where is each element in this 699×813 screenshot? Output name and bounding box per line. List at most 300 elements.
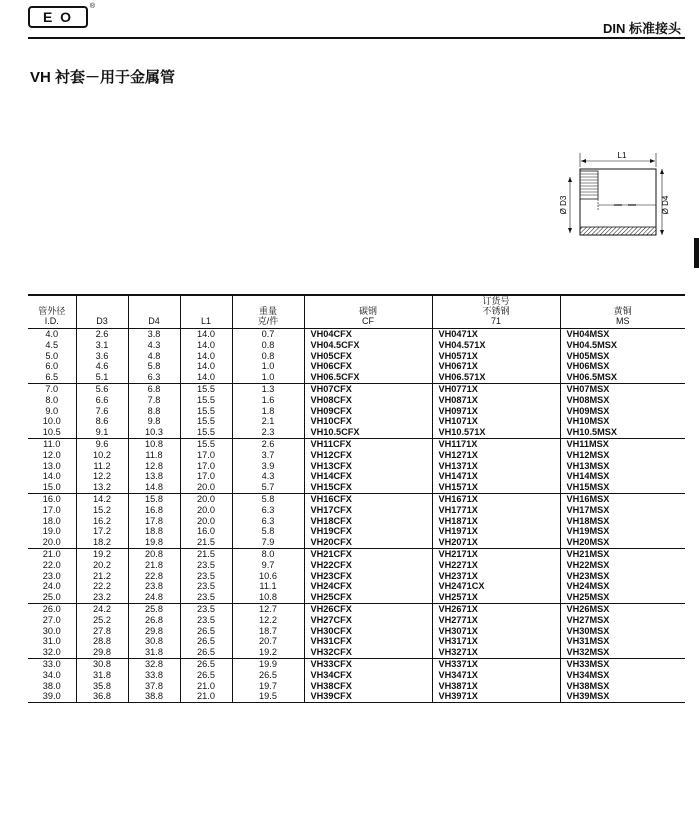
cell-od: 5.0 (45, 350, 59, 361)
cell-ms-code: VH07MSX (560, 383, 685, 394)
cell-weight: 4.3 (232, 471, 304, 482)
table-row (28, 592, 685, 603)
table-row (28, 658, 685, 669)
col-ms-line2: MS (616, 316, 630, 326)
table-row (28, 482, 685, 493)
cell-ms-code: VH17MSX (560, 505, 685, 516)
cell-ss-code: VH3171X (432, 636, 560, 647)
cell-cf-code: VH24CFX (304, 581, 432, 592)
table-row (28, 340, 685, 351)
cell-d3: 24.2 (76, 603, 128, 614)
cell-ms-code: VH08MSX (560, 395, 685, 406)
cell-ss-code: VH2671X (432, 603, 560, 614)
cell-ss-code: VH1071X (432, 416, 560, 427)
cell-od: 33.0 (28, 658, 76, 669)
cell-od: 34.0 (42, 669, 61, 680)
cell-ss-code: VH3471X (432, 670, 560, 681)
cell-ss-code: VH3371X (432, 658, 560, 669)
cell-ms-code: VH31MSX (560, 636, 685, 647)
cell-weight: 1.6 (232, 395, 304, 406)
cell-ms-code: VH04.5MSX (560, 340, 685, 351)
cell-ms-code: VH09MSX (560, 406, 685, 417)
cell-ms-code: VH06.5MSX (560, 372, 685, 383)
cell-l1: 26.5 (180, 670, 232, 681)
table-row (28, 361, 685, 372)
cell-d4: 10.8 (128, 438, 180, 449)
cell-l1: 20.0 (180, 482, 232, 493)
cell-od: 8.0 (45, 394, 59, 405)
table-row (28, 471, 685, 482)
cell-l1: 20.0 (180, 516, 232, 527)
table-body (28, 329, 685, 703)
cell-od: 38.0 (42, 680, 61, 691)
cell-ss-code: VH2771X (432, 615, 560, 626)
cell-ms-code: VH10.5MSX (560, 427, 685, 438)
cell-weight: 10.8 (232, 592, 304, 603)
cell-od: 15.0 (42, 482, 61, 493)
cell-weight: 2.1 (232, 416, 304, 427)
cell-cf-code: VH04.5CFX (304, 340, 432, 351)
cell-d3: 17.2 (76, 526, 128, 537)
cell-od: 9.0 (45, 405, 59, 416)
cell-od: 39.0 (28, 691, 76, 702)
cell-weight: 0.8 (232, 340, 304, 351)
cell-ss-code: VH0871X (432, 395, 560, 406)
cell-l1: 20.0 (180, 505, 232, 516)
cell-cf-code: VH10.5CFX (304, 427, 432, 438)
cell-l1: 17.0 (180, 471, 232, 482)
cell-ms-code: VH12MSX (560, 450, 685, 461)
col-weight (232, 296, 304, 329)
cell-cf-code: VH14CFX (304, 471, 432, 482)
cell-d3: 29.8 (76, 647, 128, 658)
cell-od: 21.0 (28, 548, 76, 559)
cell-od: 30.0 (42, 625, 61, 636)
cell-d3: 5.6 (76, 383, 128, 394)
table-row (28, 560, 685, 571)
table-row (28, 526, 685, 537)
page-title: VH 衬套－用于金属管 (30, 69, 176, 86)
cell-ms-code: VH15MSX (560, 482, 685, 493)
cell-ss-code: VH1371X (432, 461, 560, 472)
cell-l1: 17.0 (180, 450, 232, 461)
cell-od: 14.0 (42, 471, 61, 482)
cell-d4: 4.8 (128, 351, 180, 362)
table-row (28, 450, 685, 461)
cell-d3: 2.6 (76, 329, 128, 340)
cell-l1: 14.0 (180, 340, 232, 351)
cell-cf-code: VH25CFX (304, 592, 432, 603)
dim-d4-label: Ø D4 (661, 195, 670, 215)
cell-d4: 10.3 (128, 427, 180, 438)
cell-weight: 1.0 (232, 361, 304, 372)
cell-ss-code: VH1771X (432, 505, 560, 516)
cell-l1: 26.5 (180, 647, 232, 658)
cell-cf-code: VH33CFX (304, 658, 432, 669)
cell-d3: 14.2 (76, 493, 128, 504)
cell-weight: 2.6 (232, 438, 304, 449)
cell-d4: 5.8 (128, 361, 180, 372)
cell-cf-code: VH07CFX (304, 383, 432, 394)
cell-od: 12.0 (42, 449, 61, 460)
cell-d4: 23.8 (128, 581, 180, 592)
cell-d4: 37.8 (128, 681, 180, 692)
cell-d4: 19.8 (128, 537, 180, 548)
bushing-spec-table (28, 296, 685, 703)
col-cf (304, 296, 432, 329)
cell-cf-code: VH15CFX (304, 482, 432, 493)
cell-d4: 16.8 (128, 505, 180, 516)
cell-od: 19.0 (42, 526, 61, 537)
cell-cf-code: VH08CFX (304, 395, 432, 406)
cell-weight: 0.8 (232, 351, 304, 362)
cell-weight: 0.7 (232, 329, 304, 340)
cell-cf-code: VH19CFX (304, 526, 432, 537)
cell-weight: 8.0 (232, 548, 304, 559)
cell-d3: 18.2 (76, 537, 128, 548)
cell-l1: 14.0 (180, 361, 232, 372)
cell-d3: 27.8 (76, 626, 128, 637)
cell-ms-code: VH30MSX (560, 626, 685, 637)
cell-cf-code: VH26CFX (304, 603, 432, 614)
cell-d4: 24.8 (128, 592, 180, 603)
col-weight-line2: 克/件 (257, 316, 279, 326)
dim-d3-label: Ø D3 (559, 195, 568, 215)
cell-ms-code: VH39MSX (560, 691, 685, 702)
cell-ms-code: VH23MSX (560, 571, 685, 582)
table-row (28, 571, 685, 582)
table-row (28, 395, 685, 406)
cell-d3: 7.6 (76, 406, 128, 417)
cell-ms-code: VH05MSX (560, 351, 685, 362)
table-row (28, 647, 685, 658)
table-row (28, 372, 685, 383)
cell-d3: 4.6 (76, 361, 128, 372)
cell-d4: 17.8 (128, 516, 180, 527)
cell-ms-code: VH21MSX (560, 548, 685, 559)
cell-ms-code: VH34MSX (560, 670, 685, 681)
cell-d3: 10.2 (76, 450, 128, 461)
table-row (28, 603, 685, 614)
cell-d3: 20.2 (76, 560, 128, 571)
cell-l1: 23.5 (180, 592, 232, 603)
cell-ss-code: VH3071X (432, 626, 560, 637)
cell-l1: 21.0 (180, 681, 232, 692)
cell-d4: 3.8 (128, 329, 180, 340)
cell-l1: 23.5 (180, 581, 232, 592)
cell-weight: 12.2 (232, 615, 304, 626)
cell-weight: 26.5 (232, 670, 304, 681)
cell-d3: 12.2 (76, 471, 128, 482)
cell-d4: 6.8 (128, 383, 180, 394)
cell-l1: 14.0 (180, 351, 232, 362)
cell-d3: 9.1 (76, 427, 128, 438)
col-l1: L1 (180, 296, 232, 329)
cell-cf-code: VH05CFX (304, 351, 432, 362)
cell-d4: 12.8 (128, 461, 180, 472)
cell-l1: 23.5 (180, 560, 232, 571)
cell-weight: 5.8 (232, 526, 304, 537)
cell-weight: 18.7 (232, 626, 304, 637)
dim-l1-label: L1 (617, 151, 627, 160)
cell-d3: 30.8 (76, 658, 128, 669)
cell-d4: 32.8 (128, 658, 180, 669)
table-row (28, 461, 685, 472)
cell-d4: 14.8 (128, 482, 180, 493)
cell-ss-code: VH1171X (432, 438, 560, 449)
cell-weight: 12.7 (232, 603, 304, 614)
cell-d3: 28.8 (76, 636, 128, 647)
cell-d4: 11.8 (128, 450, 180, 461)
side-tab-marker (694, 238, 699, 268)
cell-weight: 6.3 (232, 516, 304, 527)
col-ms (560, 296, 685, 329)
cell-d4: 38.8 (128, 691, 180, 702)
cell-d3: 35.8 (76, 681, 128, 692)
cell-ms-code: VH32MSX (560, 647, 685, 658)
cell-weight: 5.7 (232, 482, 304, 493)
cell-ms-code: VH33MSX (560, 658, 685, 669)
header-rule (28, 37, 685, 39)
cell-cf-code: VH22CFX (304, 560, 432, 571)
cell-l1: 15.5 (180, 383, 232, 394)
cell-weight: 3.7 (232, 450, 304, 461)
cell-d4: 22.8 (128, 571, 180, 582)
cell-d3: 31.8 (76, 670, 128, 681)
cell-od: 4.5 (45, 339, 59, 350)
table-row (28, 626, 685, 637)
cell-d4: 20.8 (128, 548, 180, 559)
cell-weight: 5.8 (232, 493, 304, 504)
cell-l1: 15.5 (180, 427, 232, 438)
cell-d4: 6.3 (128, 372, 180, 383)
cell-ss-code: VH2571X (432, 592, 560, 603)
cell-d4: 13.8 (128, 471, 180, 482)
cell-od: 4.0 (45, 329, 59, 339)
cell-l1: 23.5 (180, 603, 232, 614)
cell-od: 32.0 (42, 647, 61, 658)
cell-cf-code: VH06.5CFX (304, 372, 432, 383)
table-row (28, 537, 685, 548)
cell-ms-code: VH10MSX (560, 416, 685, 427)
cell-od: 27.0 (42, 614, 61, 625)
col-od (28, 296, 76, 329)
cell-weight: 20.7 (232, 636, 304, 647)
cell-ss-code: VH0471X (432, 329, 560, 340)
cell-ss-code: VH1971X (432, 526, 560, 537)
cell-ss-code: VH1871X (432, 516, 560, 527)
eo-logo (28, 3, 95, 28)
registered-mark: ® (89, 3, 95, 10)
cell-ms-code: VH24MSX (560, 581, 685, 592)
cell-cf-code: VH11CFX (304, 438, 432, 449)
cell-cf-code: VH32CFX (304, 647, 432, 658)
table-row (28, 329, 685, 340)
cell-ms-code: VH04MSX (560, 329, 685, 340)
cell-ms-code: VH19MSX (560, 526, 685, 537)
table-row (28, 505, 685, 516)
cell-cf-code: VH13CFX (304, 461, 432, 472)
cell-d3: 11.2 (76, 461, 128, 472)
cell-d3: 5.1 (76, 372, 128, 383)
cell-ms-code: VH38MSX (560, 681, 685, 692)
cell-weight: 9.7 (232, 560, 304, 571)
cell-cf-code: VH09CFX (304, 406, 432, 417)
cell-cf-code: VH04CFX (304, 329, 432, 340)
cell-d4: 18.8 (128, 526, 180, 537)
cell-od: 23.0 (42, 570, 61, 581)
col-ss-line2: 71 (490, 316, 501, 326)
cell-ss-code: VH1571X (432, 482, 560, 493)
table-header-row (28, 296, 685, 329)
cell-od: 6.0 (45, 361, 59, 372)
col-d4: D4 (128, 296, 180, 329)
table-row (28, 416, 685, 427)
cell-weight: 19.9 (232, 658, 304, 669)
cell-ss-code: VH2471CX (432, 581, 560, 592)
table-row (28, 681, 685, 692)
cell-d3: 16.2 (76, 516, 128, 527)
cell-ms-code: VH20MSX (560, 537, 685, 548)
cell-d4: 26.8 (128, 615, 180, 626)
logo-text: E O (42, 9, 74, 25)
cell-d3: 6.6 (76, 395, 128, 406)
cell-ss-code: VH0671X (432, 361, 560, 372)
cell-weight: 19.5 (232, 691, 304, 702)
table-row (28, 383, 685, 394)
table-row (28, 615, 685, 626)
cell-ss-code: VH0571X (432, 351, 560, 362)
cell-l1: 17.0 (180, 461, 232, 472)
col-d3: D3 (76, 296, 128, 329)
cell-l1: 21.0 (180, 691, 232, 702)
cell-l1: 26.5 (180, 636, 232, 647)
cell-l1: 15.5 (180, 406, 232, 417)
cell-l1: 21.5 (180, 548, 232, 559)
cell-ss-code: VH2271X (432, 560, 560, 571)
cell-d3: 23.2 (76, 592, 128, 603)
cell-od: 18.0 (42, 515, 61, 526)
cell-ms-code: VH18MSX (560, 516, 685, 527)
cell-cf-code: VH10CFX (304, 416, 432, 427)
cell-ss-code: VH04.571X (432, 340, 560, 351)
cell-l1: 26.5 (180, 658, 232, 669)
cell-ms-code: VH26MSX (560, 603, 685, 614)
cell-cf-code: VH34CFX (304, 670, 432, 681)
cell-cf-code: VH18CFX (304, 516, 432, 527)
cell-l1: 15.5 (180, 438, 232, 449)
cell-od: 24.0 (42, 581, 61, 592)
cell-cf-code: VH16CFX (304, 493, 432, 504)
cell-l1: 21.5 (180, 537, 232, 548)
col-cf-line1: 碳钢 (358, 306, 377, 316)
cell-od: 11.0 (28, 438, 76, 449)
order-number-label: 订货号 (482, 296, 510, 306)
table-row (28, 691, 685, 702)
cell-od: 20.0 (42, 537, 61, 548)
table-row (28, 670, 685, 681)
col-cf-line2: CF (362, 316, 374, 326)
cell-cf-code: VH31CFX (304, 636, 432, 647)
cell-weight: 6.3 (232, 505, 304, 516)
cell-ms-code: VH13MSX (560, 461, 685, 472)
col-od-line1: 管外径 (38, 306, 66, 316)
cell-od: 10.0 (42, 416, 61, 427)
cell-ms-code: VH16MSX (560, 493, 685, 504)
cell-l1: 14.0 (180, 372, 232, 383)
table-row (28, 351, 685, 362)
cell-ss-code: VH1271X (432, 450, 560, 461)
cell-d3: 25.2 (76, 615, 128, 626)
cell-cf-code: VH12CFX (304, 450, 432, 461)
table-row (28, 427, 685, 438)
cell-l1: 16.0 (180, 526, 232, 537)
cell-weight: 1.8 (232, 406, 304, 417)
cell-ss-code: VH10.571X (432, 427, 560, 438)
cell-od: 17.0 (42, 504, 61, 515)
cell-d3: 13.2 (76, 482, 128, 493)
cell-cf-code: VH21CFX (304, 548, 432, 559)
cell-d3: 19.2 (76, 548, 128, 559)
cell-od: 31.0 (42, 636, 61, 647)
col-od-line2: I.D. (44, 316, 59, 326)
cell-ss-code: VH3271X (432, 647, 560, 658)
table-row (28, 438, 685, 449)
cell-l1: 15.5 (180, 416, 232, 427)
cell-d4: 31.8 (128, 647, 180, 658)
cell-weight: 1.0 (232, 372, 304, 383)
cell-weight: 11.1 (232, 581, 304, 592)
cell-od: 16.0 (28, 493, 76, 504)
cell-ss-code: VH1671X (432, 493, 560, 504)
col-ss (432, 296, 560, 329)
cell-cf-code: VH30CFX (304, 626, 432, 637)
cell-ss-code: VH2371X (432, 571, 560, 582)
cell-d4: 29.8 (128, 626, 180, 637)
table-row (28, 581, 685, 592)
cell-d4: 21.8 (128, 560, 180, 571)
cell-d3: 21.2 (76, 571, 128, 582)
cell-ms-code: VH25MSX (560, 592, 685, 603)
col-weight-line1: 重量 (258, 306, 277, 316)
cell-ss-code: VH0771X (432, 383, 560, 394)
cell-od: 13.0 (42, 460, 61, 471)
cell-d4: 4.3 (128, 340, 180, 351)
cell-ss-code: VH1471X (432, 471, 560, 482)
col-ss-line1: 不锈钢 (482, 306, 510, 316)
cell-d3: 22.2 (76, 581, 128, 592)
table-row (28, 548, 685, 559)
bushing-drawing (556, 147, 668, 243)
cell-d3: 36.8 (76, 691, 128, 702)
cell-cf-code: VH20CFX (304, 537, 432, 548)
cell-ms-code: VH27MSX (560, 615, 685, 626)
cell-l1: 15.5 (180, 395, 232, 406)
table-row (28, 636, 685, 647)
cell-d3: 3.1 (76, 340, 128, 351)
cell-l1: 23.5 (180, 571, 232, 582)
cell-cf-code: VH17CFX (304, 505, 432, 516)
cell-weight: 7.9 (232, 537, 304, 548)
cell-weight: 19.2 (232, 647, 304, 658)
cell-cf-code: VH06CFX (304, 361, 432, 372)
cell-cf-code: VH39CFX (304, 691, 432, 702)
cell-weight: 10.6 (232, 571, 304, 582)
cell-d3: 9.6 (76, 438, 128, 449)
cell-ss-code: VH0971X (432, 406, 560, 417)
cell-d4: 30.8 (128, 636, 180, 647)
cell-ss-code: VH2071X (432, 537, 560, 548)
